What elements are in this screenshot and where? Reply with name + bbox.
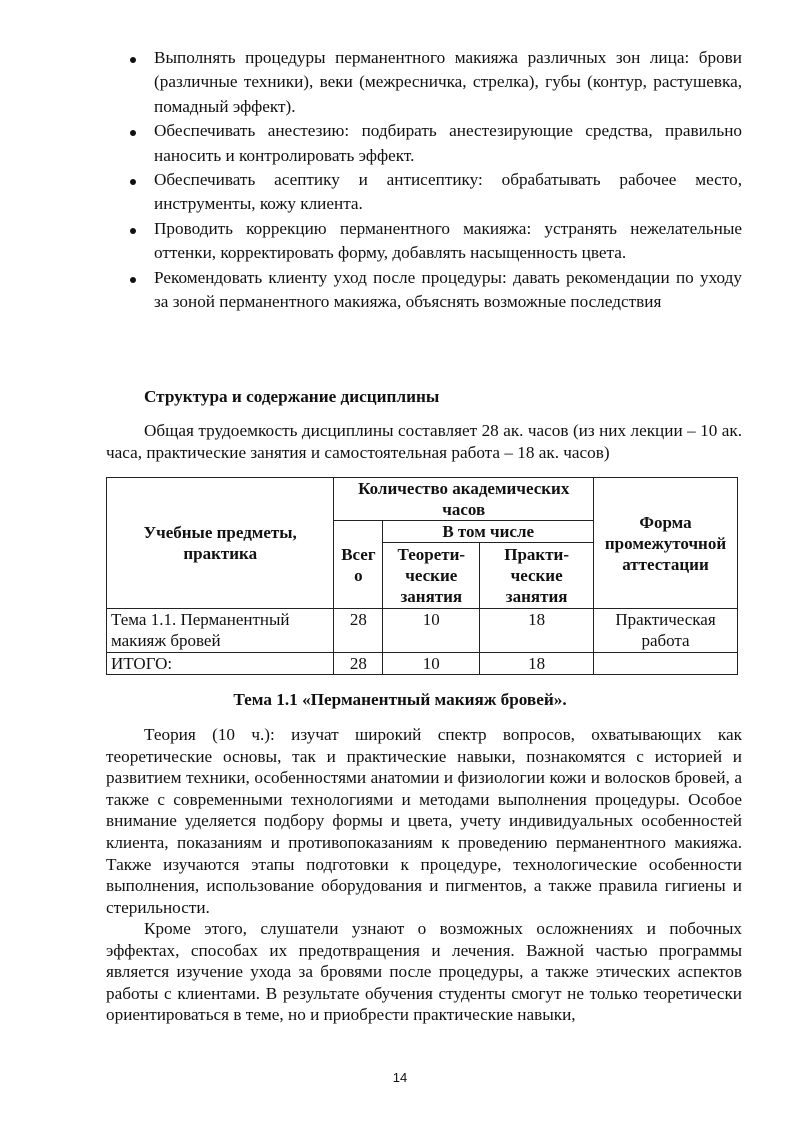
topic-heading: Тема 1.1 «Перманентный макияж бровей». — [233, 690, 567, 709]
header-total: Всего — [334, 521, 383, 609]
theory-paragraph: Теория (10 ч.): изучат широкий спектр вопросов, охватывающих как теоретические основы, так и практические навыки, познакомятся с историей и развитием техники, особенностями анатомии и физиологии кожи и волосков бровей, а также с современными технологиями и методами выполнения процедуры. Особое внимание уделяется подбору формы и цвета, учету индивидуальных особенностей клиента, показаниям и противопоказаниям к проведению перманентного макияжа. Также изучаются этапы подготовки к процедуре, технологические особенности выполнения, использование оборудования и пигментов, а также правила гигиены и стерильности. — [106, 725, 742, 917]
cell-form — [594, 653, 738, 675]
cell-subject: ИТОГО: — [107, 653, 334, 675]
header-hours: Количество академических часов — [334, 478, 594, 521]
section-heading: Структура и содержание дисциплины — [144, 387, 440, 406]
list-item: Рекомендовать клиенту уход после процедуры: давать рекомендации по уходу за зоной перманентного макияжа, объяснять возможные последствия — [128, 266, 742, 315]
intro-paragraph: Общая трудоемкость дисциплины составляет 28 ак. часов (из них лекции – 10 ак. часа, практические занятия и самостоятельная работа – 18 ак. часов) — [106, 421, 742, 463]
body-paragraph: Кроме этого, слушатели узнают о возможных осложнениях и побочных эффектах, способах их предотвращения и лечения. Важной частью программы является изучение ухода за бровями после процедуры, а также этических аспектов работы с клиентами. В результате обучения студенты смогут не только теоретически ориентироваться в теме, но и приобрести практические навыки, — [106, 919, 742, 1025]
header-subject: Учебные предметы, практика — [107, 478, 334, 609]
discipline-table — [106, 477, 738, 675]
header-form: Форма промежуточной аттестации — [594, 478, 738, 609]
header-including: В том числе — [383, 521, 594, 543]
cell-practice: 18 — [480, 609, 594, 653]
list-item: Обеспечивать асептику и антисептику: обрабатывать рабочее место, инструменты, кожу клиента. — [128, 168, 742, 217]
competency-list — [128, 46, 742, 314]
list-item: Обеспечивать анестезию: подбирать анестезирующие средства, правильно наносить и контролировать эффект. — [128, 119, 742, 168]
cell-theory: 10 — [383, 653, 480, 675]
list-item: Выполнять процедуры перманентного макияжа различных зон лица: брови (различные техники), веки (межресничка, стрелка), губы (контур, растушевка, помадный эффект). — [128, 46, 742, 119]
cell-form: Практическая работа — [594, 609, 738, 653]
cell-total: 28 — [334, 609, 383, 653]
table-row — [107, 609, 738, 653]
header-practice: Практи-ческие занятия — [480, 543, 594, 609]
cell-practice: 18 — [480, 653, 594, 675]
cell-subject: Тема 1.1. Перманентный макияж бровей — [107, 609, 334, 653]
list-item: Проводить коррекцию перманентного макияжа: устранять нежелательные оттенки, корректировать форму, добавлять насыщенность цвета. — [128, 217, 742, 266]
cell-total: 28 — [334, 653, 383, 675]
page-number: 14 — [392, 1070, 408, 1085]
table-row — [107, 653, 738, 675]
header-theory: Теорети-ческие занятия — [383, 543, 480, 609]
cell-theory: 10 — [383, 609, 480, 653]
